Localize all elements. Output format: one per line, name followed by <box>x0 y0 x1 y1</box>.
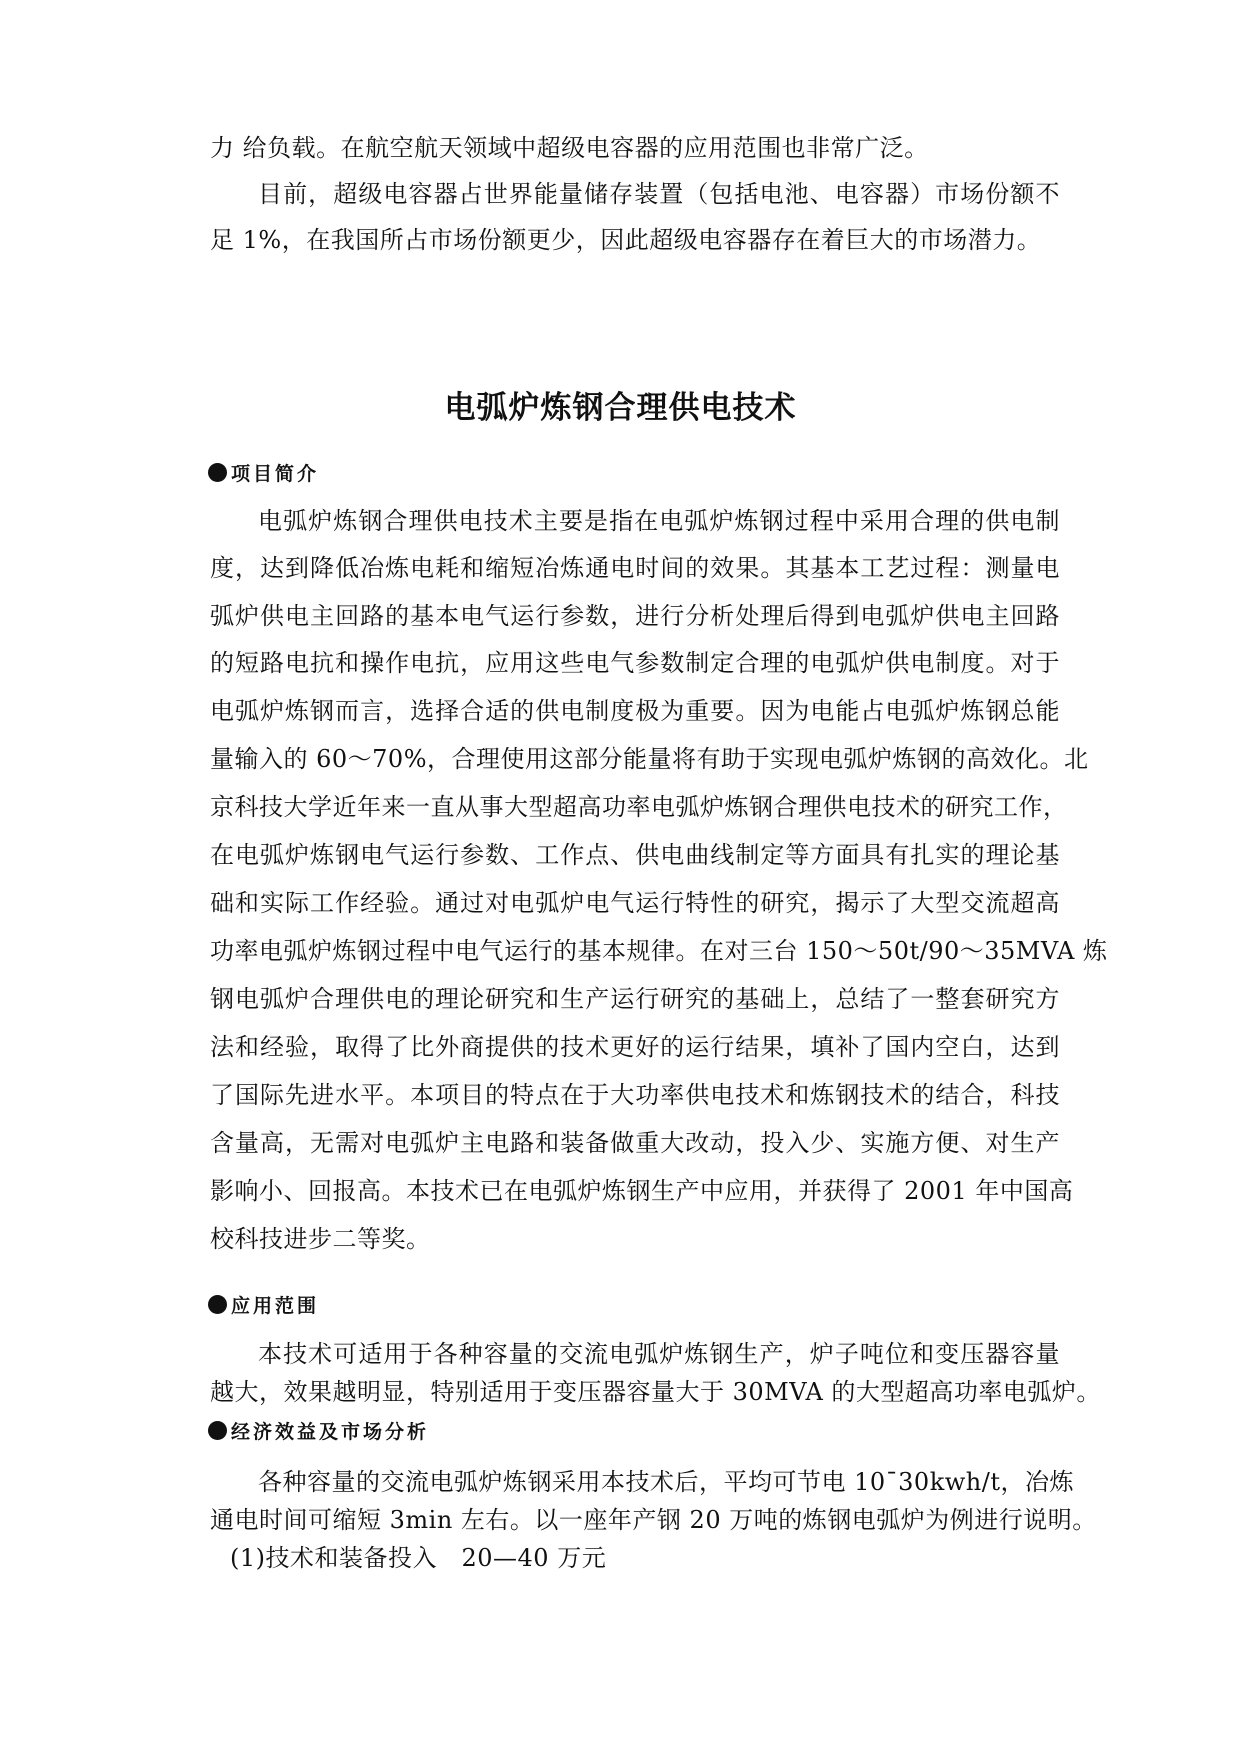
economics-item-1: (1)技术和装备投入 20—40 万元 <box>230 1544 607 1572</box>
application-line: 越大，效果越明显，特别适用于变压器容量大于 30MVA 的大型超高功率电弧炉。 <box>210 1378 1101 1406</box>
economics-heading-text: 经济效益及市场分析 <box>231 1421 430 1443</box>
economics-line: 通电时间可缩短 3min 左右。以一座年产钢 20 万吨的炼钢电弧炉为例进行说明。 <box>210 1506 1097 1534</box>
intro-line-1: 力 给负载。在航空航天领域中超级电容器的应用范围也非常广泛。 <box>210 134 929 162</box>
project-intro-line: 钢电弧炉合理供电的理论研究和生产运行研究的基础上，总结了一整套研究方 <box>210 985 1060 1013</box>
application-heading <box>208 1292 319 1320</box>
intro-line-3: 足 1%，在我国所占市场份额更少，因此超级电容器存在着巨大的市场潜力。 <box>210 226 1042 254</box>
project-intro-line: 电弧炉炼钢合理供电技术主要是指在电弧炉炼钢过程中采用合理的供电制 <box>258 507 1060 535</box>
application-heading-text: 应用范围 <box>231 1295 320 1317</box>
project-intro-line: 了国际先进水平。本项目的特点在于大功率供电技术和炼钢技术的结合，科技 <box>210 1081 1060 1109</box>
economics-heading <box>208 1418 429 1446</box>
project-intro-line: 量输入的 60～70%，合理使用这部分能量将有助于实现电弧炉炼钢的高效化。北 <box>210 745 1089 773</box>
project-intro-heading-text: 项目简介 <box>231 463 320 485</box>
intro-line-2: 目前，超级电容器占世界能量储存装置（包括电池、电容器）市场份额不 <box>258 180 1060 208</box>
project-intro-line: 影响小、回报高。本技术已在电弧炉炼钢生产中应用，并获得了 2001 年中国高 <box>210 1177 1074 1205</box>
project-intro-line: 电弧炉炼钢而言，选择合适的供电制度极为重要。因为电能占电弧炉炼钢总能 <box>210 697 1060 725</box>
project-intro-line: 度，达到降低冶炼电耗和缩短冶炼通电时间的效果。其基本工艺过程：测量电 <box>210 554 1060 582</box>
bullet-icon <box>208 1421 227 1440</box>
project-intro-line: 功率电弧炉炼钢过程中电气运行的基本规律。在对三台 150～50t/90～35MVA 炼 <box>210 937 1108 965</box>
project-intro-line: 校科技进步二等奖。 <box>210 1225 431 1253</box>
bullet-icon <box>208 463 227 482</box>
project-intro-line: 法和经验，取得了比外商提供的技术更好的运行结果，填补了国内空白，达到 <box>210 1033 1060 1061</box>
project-intro-line: 在电弧炉炼钢电气运行参数、工作点、供电曲线制定等方面具有扎实的理论基 <box>210 841 1060 869</box>
application-line: 本技术可适用于各种容量的交流电弧炉炼钢生产，炉子吨位和变压器容量 <box>258 1340 1060 1368</box>
economics-line: 各种容量的交流电弧炉炼钢采用本技术后，平均可节电 10¯30kwh/t，冶炼 <box>258 1468 1074 1496</box>
section-title: 电弧炉炼钢合理供电技术 <box>444 390 797 426</box>
project-intro-line: 含量高，无需对电弧炉主电路和装备做重大改动，投入少、实施方便、对生产 <box>210 1129 1060 1157</box>
project-intro-line: 弧炉供电主回路的基本电气运行参数，进行分析处理后得到电弧炉供电主回路 <box>210 602 1060 630</box>
project-intro-line: 的短路电抗和操作电抗，应用这些电气参数制定合理的电弧炉供电制度。对于 <box>210 649 1060 677</box>
bullet-icon <box>208 1295 227 1314</box>
project-intro-line: 京科技大学近年来一直从事大型超高功率电弧炉炼钢合理供电技术的研究工作， <box>210 793 1068 821</box>
project-intro-line: 础和实际工作经验。通过对电弧炉电气运行特性的研究，揭示了大型交流超高 <box>210 889 1060 917</box>
project-intro-heading <box>208 460 319 488</box>
